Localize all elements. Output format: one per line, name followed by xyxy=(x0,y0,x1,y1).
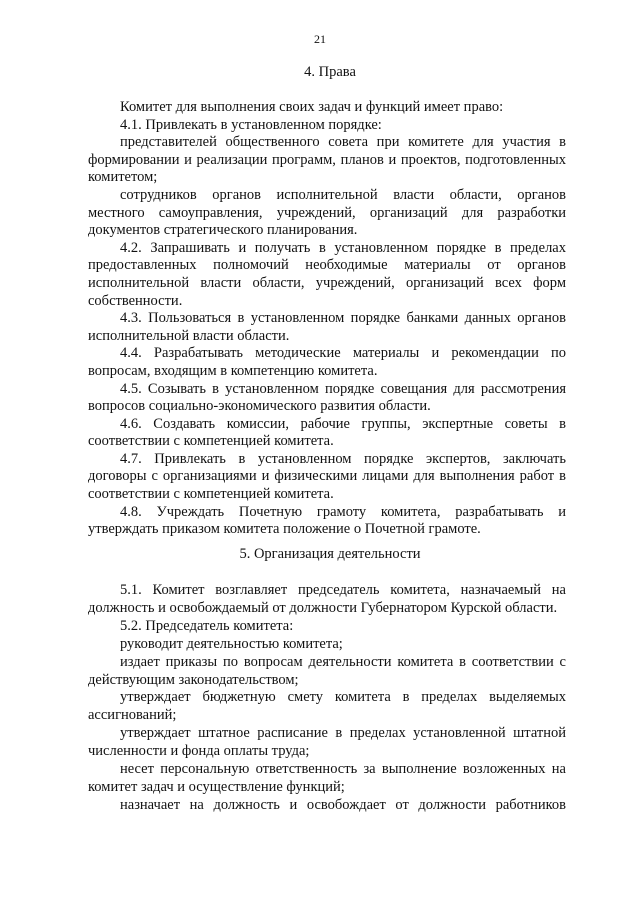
paragraph: издает приказы по вопросам деятельности комитета в соответствии с действующим законодательством; xyxy=(88,653,566,688)
paragraph: утверждает бюджетную смету комитета в пределах выделяемых ассигнований; xyxy=(88,689,566,724)
paragraph: утверждает штатное расписание в пределах установленной штатной численности и фонда оплаты труда; xyxy=(88,725,566,760)
paragraph: 4.3. Пользоваться в установленном порядке банками данных органов исполнительной власти области. xyxy=(88,310,566,344)
section-5-title: 5. Организация деятельности xyxy=(239,546,421,562)
paragraph: 4.5. Созывать в установленном порядке совещания для рассмотрения вопросов социально-экономического развития области. xyxy=(88,380,566,415)
paragraph: 4.2. Запрашивать и получать в установленном порядке в пределах предоставленных полномочий необходимые материалы от органов исполнительной власти области, учреждений, организаций всех форм собственности. xyxy=(88,239,566,309)
section-4-body xyxy=(88,99,566,539)
paragraph: сотрудников органов исполнительной власти области, органов местного самоуправления, учреждений, организаций для разработки документов стратегического планирования. xyxy=(88,186,566,239)
paragraph: 4.8. Учреждать Почетную грамоту комитета, разрабатывать и утверждать приказом комитета положение о Почетной грамоте. xyxy=(88,503,566,538)
paragraph: представителей общественного совета при комитете для участия в формировании и реализации программ, планов и проектов, подготовленных комитетом; xyxy=(88,134,566,186)
page-number: 21 xyxy=(314,32,326,46)
paragraph: руководит деятельностью комитета; xyxy=(120,635,343,652)
paragraph: 5.2. Председатель комитета: xyxy=(120,617,294,634)
paragraph: 4.6. Создавать комиссии, рабочие группы, экспертные советы в соответствии с компетенцией комитета. xyxy=(88,415,566,450)
paragraph: 4.7. Привлекать в установленном порядке экспертов, заключать договоры с организациями и физическими лицами для выполнения работ в соответствии с компетенцией комитета. xyxy=(88,450,566,503)
paragraph: 4.1. Привлекать в установленном порядке: xyxy=(120,116,382,133)
section-5-body xyxy=(88,582,566,815)
paragraph: 5.1. Комитет возглавляет председатель комитета, назначаемый на должность и освобождаемый от должности Губернатором Курской области. xyxy=(88,582,566,616)
paragraph: Комитет для выполнения своих задач и функций имеет право: xyxy=(120,99,504,115)
paragraph: 4.4. Разрабатывать методические материалы и рекомендации по вопросам, входящим в компетенцию комитета. xyxy=(88,345,566,379)
section-4-title: 4. Права xyxy=(304,64,356,80)
paragraph: назначает на должность и освобождает от должности работников xyxy=(120,796,566,813)
paragraph: несет персональную ответственность за выполнение возложенных на комитет задач и осуществление функций; xyxy=(88,761,566,795)
